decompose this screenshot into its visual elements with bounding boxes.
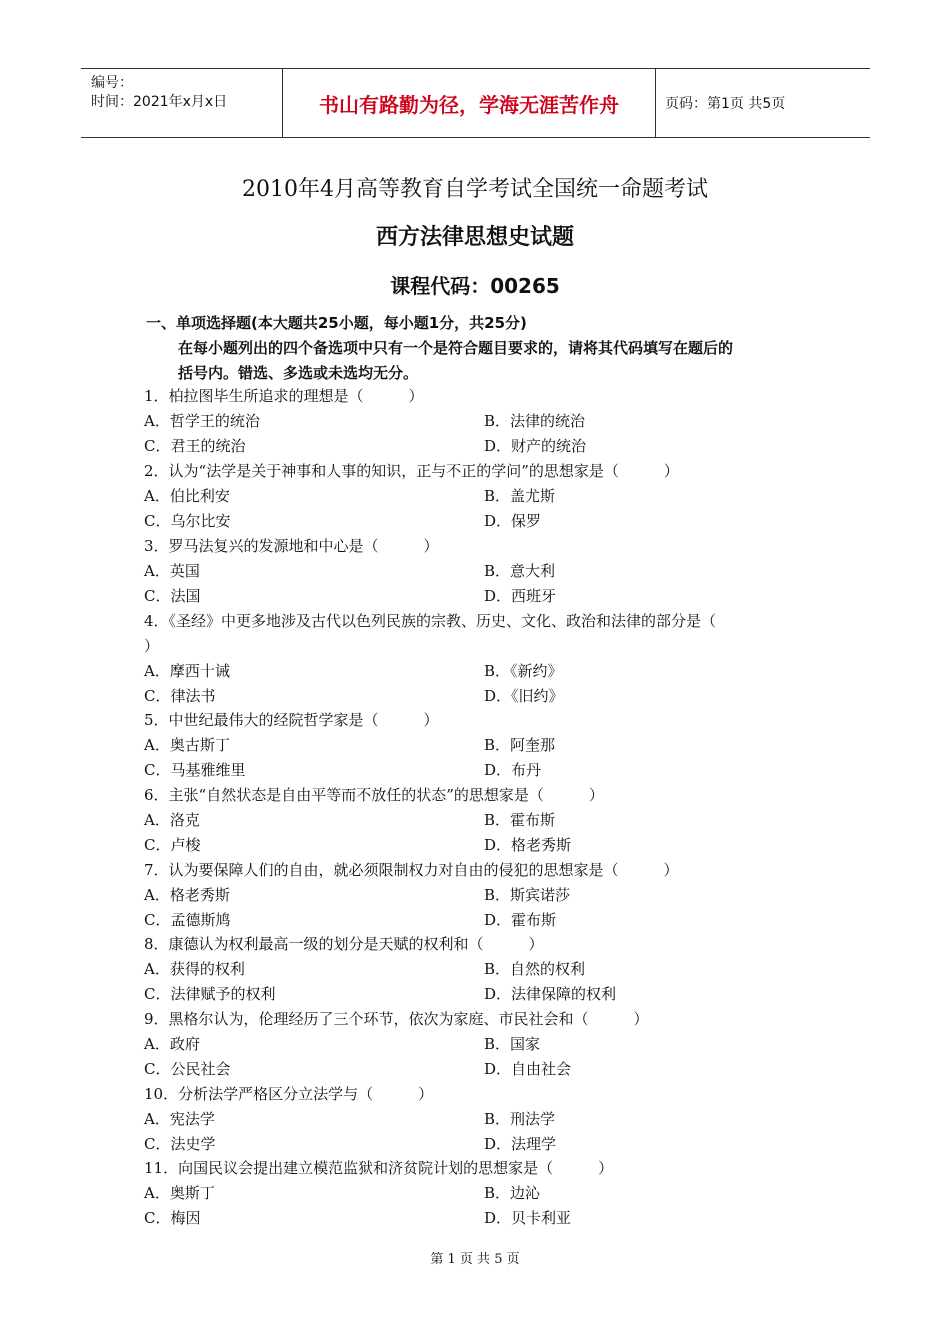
option-d: D．保罗 (484, 512, 542, 530)
option-d: D．布丹 (484, 761, 542, 779)
exam-title: 2010年4月高等教育自学考试全国统一命题考试 (242, 177, 708, 202)
option-a: A．奥古斯丁 (144, 736, 230, 754)
option-a: A．宪法学 (144, 1110, 215, 1128)
option-a: A．洛克 (144, 811, 200, 829)
option-b: B．意大利 (484, 562, 556, 580)
option-d: D．霍布斯 (484, 911, 557, 929)
option-a: A．伯比利安 (144, 487, 230, 505)
option-a: A．哲学王的统治 (144, 412, 260, 430)
option-b: B．刑法学 (484, 1110, 556, 1128)
course-code: 课程代码：00265 (390, 274, 560, 298)
option-b: B．霍布斯 (484, 811, 556, 829)
question-stem-continuation: ） (144, 637, 160, 655)
option-b: B．国家 (484, 1035, 541, 1053)
option-a: A．格老秀斯 (144, 886, 230, 904)
option-b: B．自然的权利 (484, 960, 586, 978)
option-b: B．阿奎那 (484, 736, 556, 754)
question-stem: 10．分析法学严格区分立法学与（ ） (144, 1085, 434, 1103)
question-stem: 11．向国民议会提出建立模范监狱和济贫院计划的思想家是（ ） (144, 1159, 614, 1177)
time-label: 时间：2021年x月x日 (91, 94, 228, 110)
subject-title: 西方法律思想史试题 (375, 225, 574, 250)
option-c: C．梅因 (144, 1209, 201, 1227)
question-stem: 9．黑格尔认为，伦理经历了三个环节，依次为家庭、市民社会和（ ） (144, 1010, 649, 1028)
option-b: B．《新约》 (484, 662, 563, 680)
option-d: D．法理学 (484, 1135, 557, 1153)
option-c: C．律法书 (144, 687, 216, 705)
header-motto-cell (282, 69, 656, 137)
option-d: D．贝卡利亚 (484, 1209, 572, 1227)
option-c: C．公民社会 (144, 1060, 231, 1078)
option-d: D．自由社会 (484, 1060, 572, 1078)
option-a: A．获得的权利 (144, 960, 245, 978)
question-stem: 6．主张“自然状态是自由平等而不放任的状态”的思想家是（ ） (144, 786, 604, 804)
option-a: A．奥斯丁 (144, 1184, 215, 1202)
option-c: C．卢梭 (144, 836, 201, 854)
header-info-cell (81, 69, 282, 137)
option-c: C．孟德斯鸠 (144, 911, 231, 929)
section-instruction-1: 在每小题列出的四个备选项中只有一个是符合题目要求的，请将其代码填写在题后的 (178, 339, 734, 357)
option-a: A．英国 (144, 562, 200, 580)
option-d: D．法律保障的权利 (484, 985, 617, 1003)
header-page-cell (655, 69, 870, 137)
option-c: C．马基雅维里 (144, 761, 246, 779)
option-b: B．边沁 (484, 1184, 541, 1202)
option-c: C．法史学 (144, 1135, 216, 1153)
option-c: C．君王的统治 (144, 437, 246, 455)
section-instruction-2: 括号内。错选、多选或未选均无分。 (178, 364, 419, 382)
question-stem: 5．中世纪最伟大的经院哲学家是（ ） (144, 711, 439, 729)
page-footer: 第 1 页 共 5 页 (430, 1252, 520, 1267)
option-c: C．乌尔比安 (144, 512, 231, 530)
option-b: B．盖尤斯 (484, 487, 556, 505)
option-a: A．摩西十诫 (144, 662, 230, 680)
question-stem: 4．《圣经》中更多地涉及古代以色列民族的宗教、历史、文化、政治和法律的部分是（ (144, 612, 717, 630)
option-d: D．《旧约》 (484, 687, 564, 705)
option-c: C．法律赋予的权利 (144, 985, 276, 1003)
question-stem: 7．认为要保障人们的自由，就必须限制权力对自由的侵犯的思想家是（ ） (144, 861, 679, 879)
question-stem: 8．康德认为权利最高一级的划分是天赋的权利和（ ） (144, 935, 544, 953)
page-label: 页码：第1页 共5页 (665, 96, 786, 112)
option-d: D．格老秀斯 (484, 836, 572, 854)
option-d: D．西班牙 (484, 587, 557, 605)
question-stem: 1．柏拉图毕生所追求的理想是（ ） (144, 387, 424, 405)
option-b: B．法律的统治 (484, 412, 586, 430)
header-table (81, 68, 870, 138)
motto-text: 书山有路勤为径，学海无涯苦作舟 (319, 92, 619, 117)
question-stem: 2．认为“法学是关于神事和人事的知识，正与不正的学问”的思想家是（ ） (144, 462, 679, 480)
option-c: C．法国 (144, 587, 201, 605)
option-d: D．财产的统治 (484, 437, 587, 455)
option-b: B．斯宾诺莎 (484, 886, 571, 904)
question-stem: 3．罗马法复兴的发源地和中心是（ ） (144, 537, 439, 555)
number-label: 编号： (91, 75, 133, 91)
section-heading: 一、单项选择题(本大题共25小题，每小题1分，共25分) (146, 314, 527, 332)
option-a: A．政府 (144, 1035, 200, 1053)
